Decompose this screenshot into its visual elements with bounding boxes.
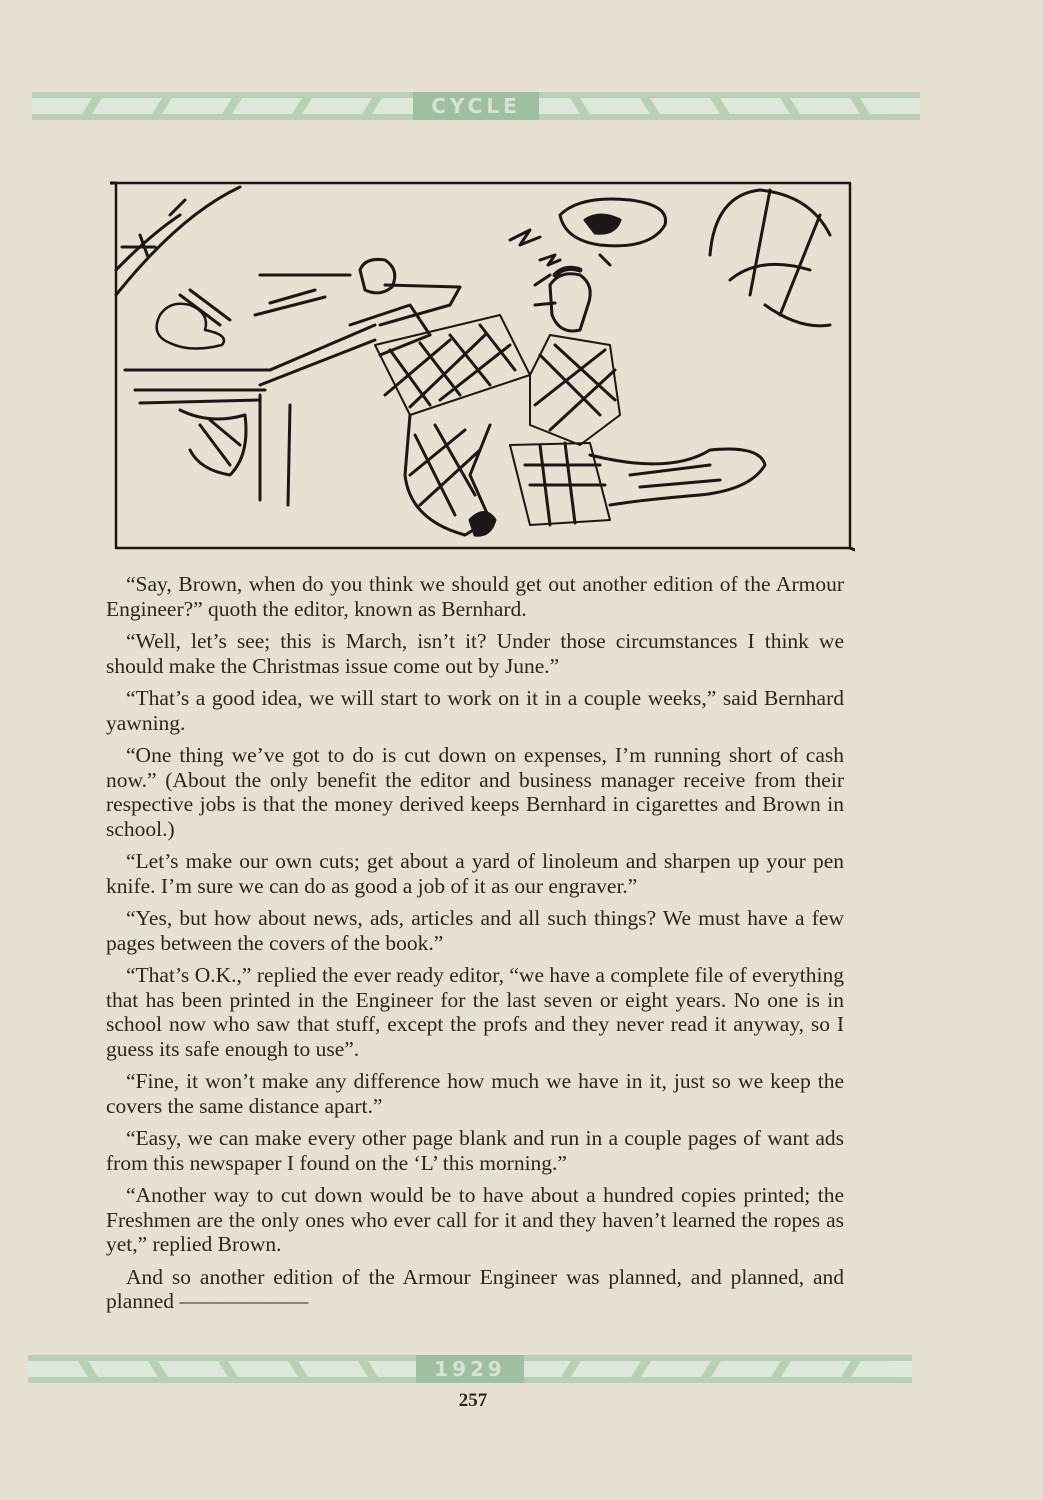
band-title: CYCLE (413, 92, 539, 120)
header-decorative-band (32, 92, 920, 120)
cartoon-editor-and-manager-icon (110, 175, 855, 555)
paragraph: “Say, Brown, when do you think we should get out another edition of the Armour Engineer?” quoth the editor, known as Bernhard. (106, 572, 844, 621)
paragraph: “That’s a good idea, we will start to work on it in a couple weeks,” said Bernhard yawning. (106, 686, 844, 735)
band-year: 1929 (416, 1355, 524, 1383)
paragraph: “One thing we’ve got to do is cut down on expenses, I’m running short of cash now.” (About the only benefit the editor and business manager receive from their respective jobs is that the money derived keeps Bernhard in cigarettes and Brown in school.) (106, 743, 844, 841)
paragraph: “Let’s make our own cuts; get about a yard of linoleum and sharpen up your pen knife. I’m sure we can do as good a job of it as our engraver.” (106, 849, 844, 898)
paragraph: “Another way to cut down would be to have about a hundred copies printed; the Freshmen are the only ones who ever call for it and they haven’t learned the ropes as yet,” replied Brown. (106, 1183, 844, 1256)
paragraph: And so another edition of the Armour Engineer was planned, and planned, and planned —————— (106, 1264, 844, 1313)
footer-decorative-band (28, 1355, 912, 1383)
paragraph: “Easy, we can make every other page blank and run in a couple pages of want ads from this newspaper I found on the ‘L’ this morning.” (106, 1126, 844, 1175)
article-body (106, 572, 844, 1322)
paragraph: “Well, let’s see; this is March, isn’t it? Under those circumstances I think we should make the Christmas issue come out by June.” (106, 629, 844, 678)
paragraph: “Yes, but how about news, ads, articles and all such things? We must have a few pages between the covers of the book.” (106, 906, 844, 955)
paragraph: “Fine, it won’t make any difference how much we have in it, just so we keep the covers the same distance apart.” (106, 1069, 844, 1118)
paragraph: “That’s O.K.,” replied the ever ready editor, “we have a complete file of everything that has been printed in the Engineer for the last seven or eight years. No one is in school now who saw that stuff, except the profs and they never read it anyway, so I guess its safe enough to use”. (106, 963, 844, 1061)
page-number: 257 (458, 1390, 488, 1411)
